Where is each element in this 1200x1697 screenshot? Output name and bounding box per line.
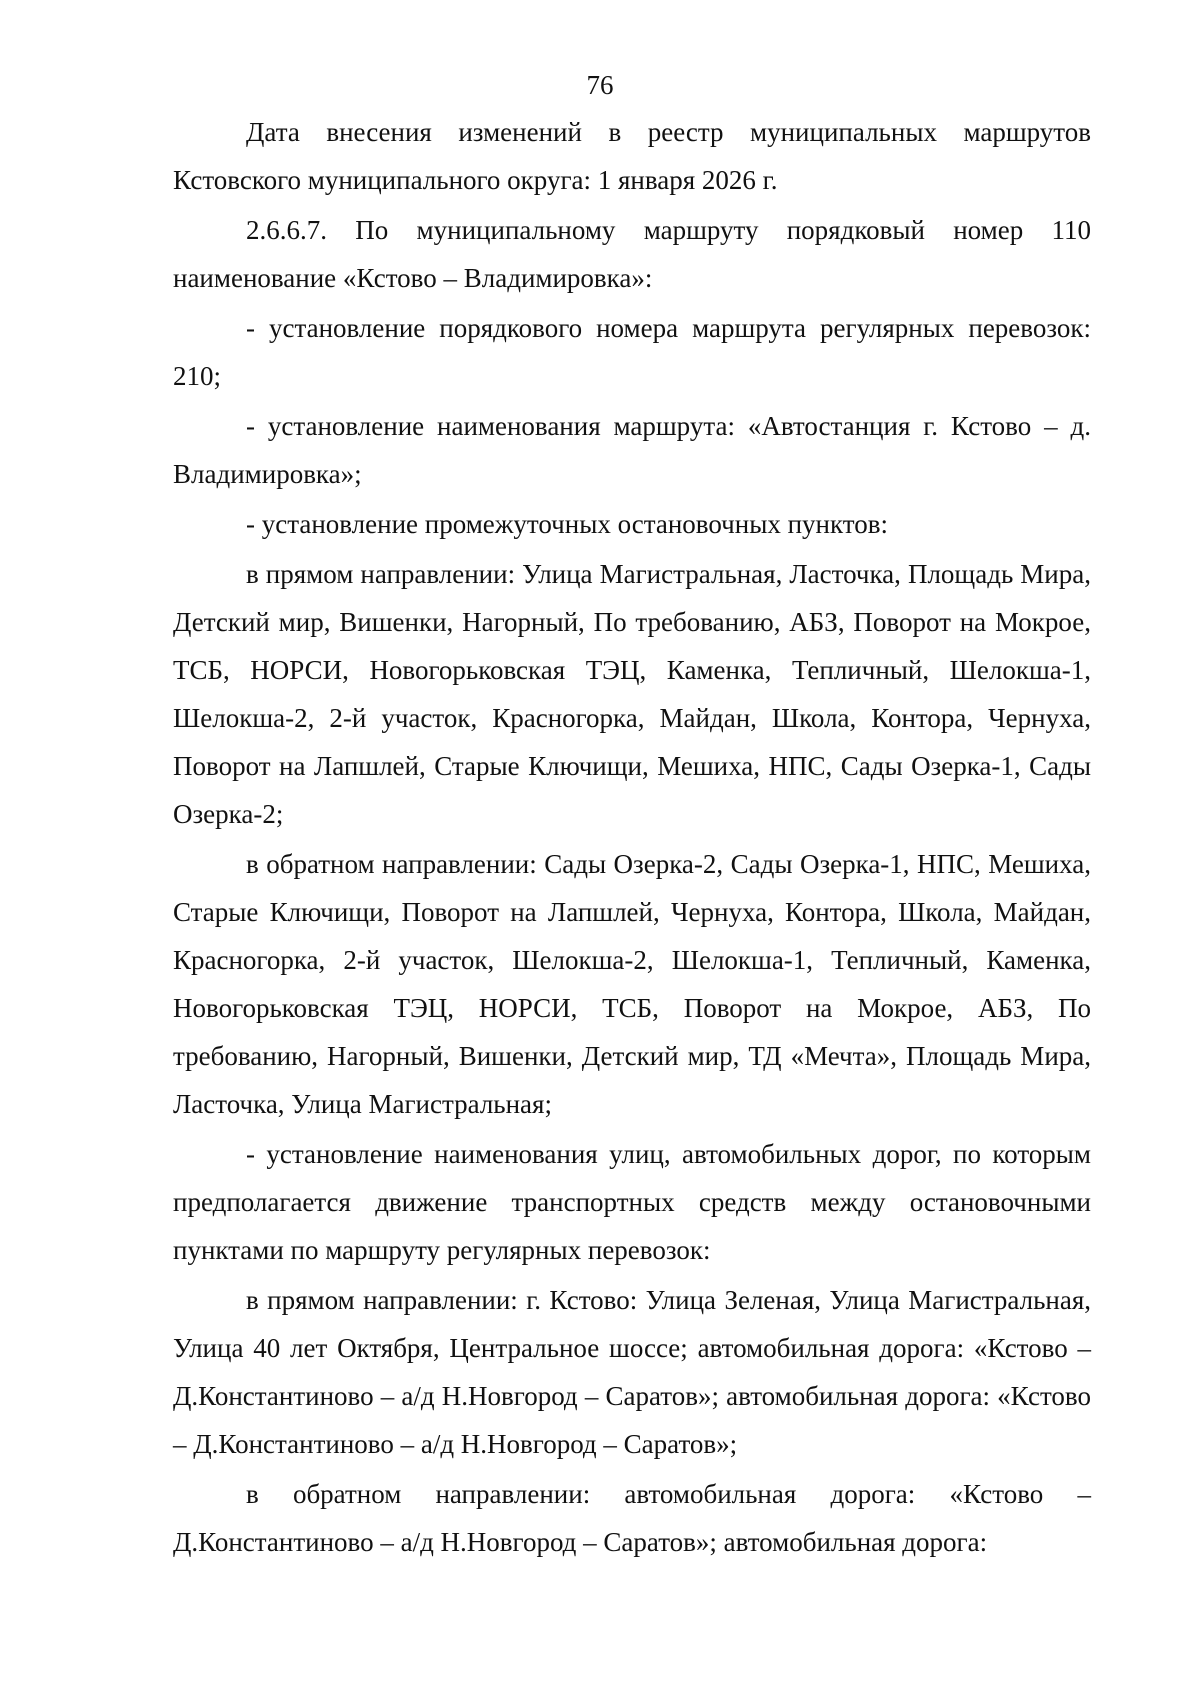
paragraph-stops-intro: - установление промежуточных остановочных пунктов: bbox=[246, 509, 888, 539]
paragraph-route-heading: 2.6.6.7. По муниципальному маршруту порядковый номер 110 наименование «Кстово – Владимировка»: bbox=[173, 215, 1091, 293]
page-number: 76 bbox=[586, 70, 614, 100]
paragraph-stops-reverse: в обратном направлении: Сады Озерка-2, Сады Озерка-1, НПС, Мешиха, Старые Ключищи, Поворот на Лапшлей, Чернуха, Контора, Школа, Майдан, Красногорка, 2-й участок, Шелокша-2, Шелокша-1, Тепличный, Каменка, Новогорьковская ТЭЦ, НОРСИ, ТСБ, Поворот на Мокрое, АБЗ, По требованию, Нагорный, Вишенки, Детский мир, ТД «Мечта», Площадь Мира, Ласточка, Улица Магистральная; bbox=[173, 849, 1091, 1119]
paragraph-roads-intro: - установление наименования улиц, автомобильных дорог, по которым предполагается движение транспортных средств между остановочными пунктами по маршруту регулярных перевозок: bbox=[173, 1139, 1091, 1265]
paragraph-route-name: - установление наименования маршрута: «Автостанция г. Кстово – д. Владимировка»; bbox=[173, 411, 1091, 489]
paragraph-registry-date: Дата внесения изменений в реестр муниципальных маршрутов Кстовского муниципального округа: 1 января 2026 г. bbox=[173, 117, 1091, 195]
paragraph-route-number: - установление порядкового номера маршрута регулярных перевозок: 210; bbox=[173, 313, 1091, 391]
paragraph-stops-forward: в прямом направлении: Улица Магистральная, Ласточка, Площадь Мира, Детский мир, Вишенки, Нагорный, По требованию, АБЗ, Поворот на Мокрое, ТСБ, НОРСИ, Новогорьковская ТЭЦ, Каменка, Тепличный, Шелокша-1, Шелокша-2, 2-й участок, Красногорка, Майдан, Школа, Контора, Чернуха, Поворот на Лапшлей, Старые Ключищи, Мешиха, НПС, Сады Озерка-1, Сады Озерка-2; bbox=[173, 559, 1091, 829]
paragraph-roads-forward: в прямом направлении: г. Кстово: Улица Зеленая, Улица Магистральная, Улица 40 лет Октября, Центральное шоссе; автомобильная дорога: «Кстово – Д.Константиново – а/д Н.Новгород – Саратов»; автомобильная дорога: «Кстово – Д.Константиново – а/д Н.Новгород – Саратов»; bbox=[173, 1285, 1091, 1459]
paragraph-roads-reverse: в обратном направлении: автомобильная дорога: «Кстово – Д.Константиново – а/д Н.Новгород – Саратов»; автомобильная дорога: bbox=[173, 1479, 1091, 1557]
document-body bbox=[173, 108, 1091, 1568]
